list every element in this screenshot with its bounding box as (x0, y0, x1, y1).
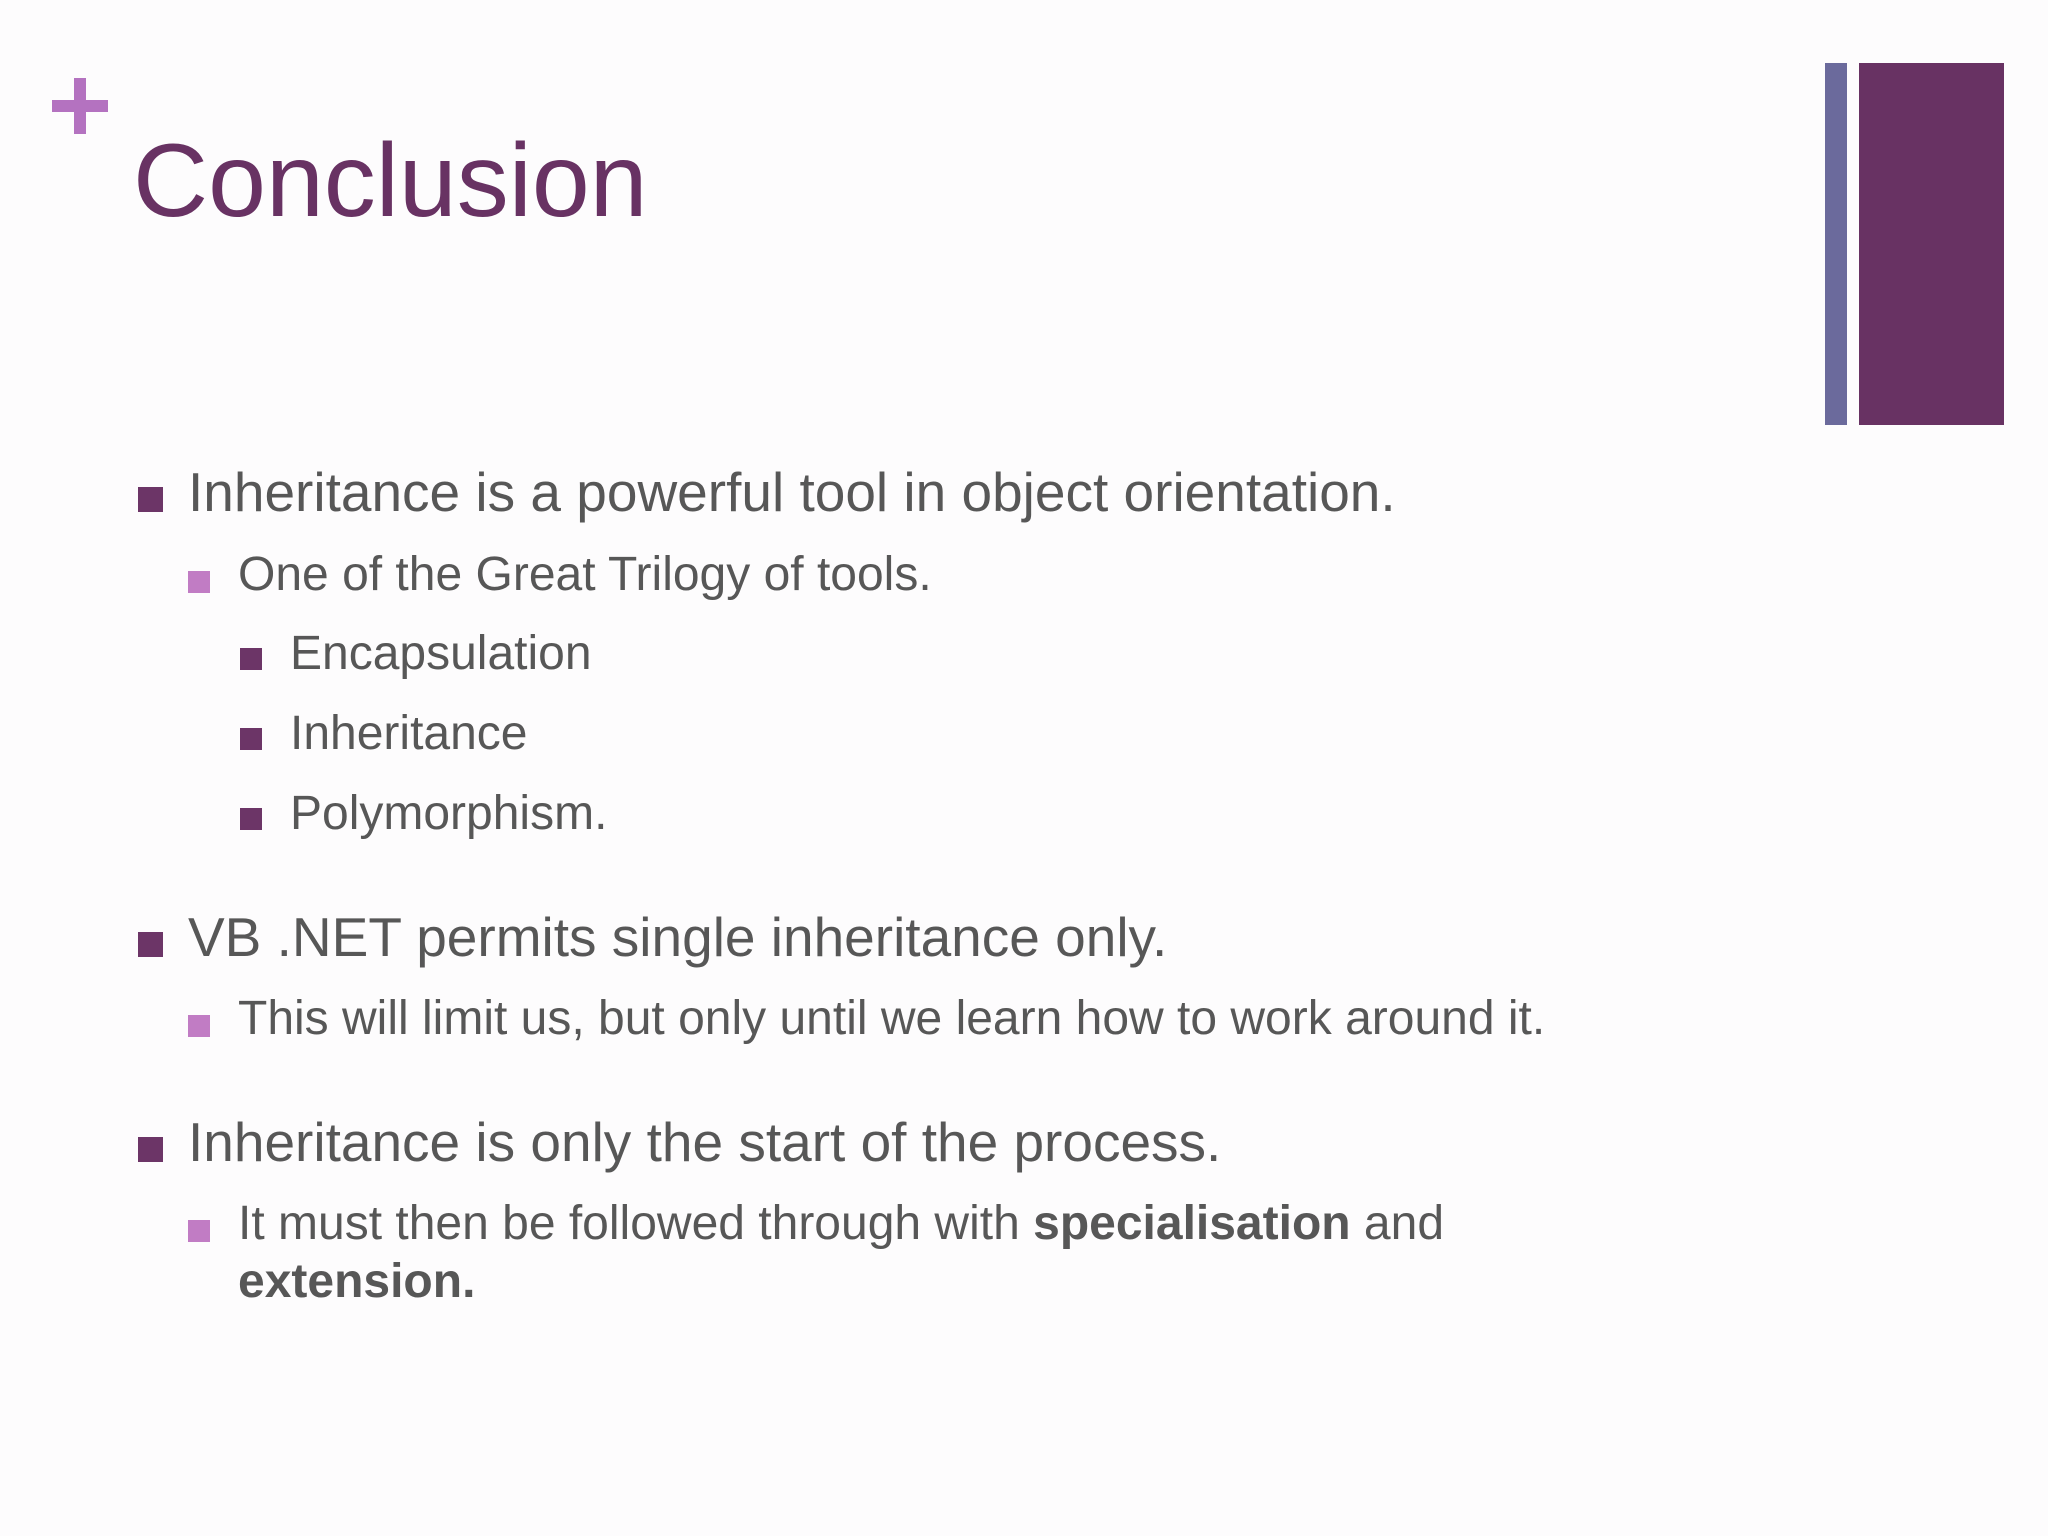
bullet-square-icon (240, 808, 262, 830)
bullet-square-icon (240, 648, 262, 670)
list-item (138, 1111, 1221, 1174)
list-item (240, 706, 528, 761)
text-segment: It must then be followed through with (238, 1197, 1034, 1250)
bullet-text: Inheritance (290, 707, 528, 760)
emphasis-extension: extension. (238, 1255, 476, 1309)
list-item (188, 544, 932, 606)
list-item (188, 1193, 1444, 1314)
list-item (138, 461, 1396, 524)
bullet-square-icon (138, 487, 163, 512)
list-item (240, 786, 607, 841)
bullet-text (238, 1193, 1444, 1314)
bullet-text: VB .NET permits single inheritance only. (188, 906, 1168, 968)
bullet-text: Encapsulation (290, 627, 592, 680)
bullet-text: Polymorphism. (290, 787, 608, 840)
bullet-square-icon (240, 728, 262, 750)
emphasis-specialisation: specialisation (1033, 1197, 1351, 1250)
bullet-text: One of the Great Trilogy of tools. (238, 548, 932, 601)
bullet-text: This will limit us, but only until we learn how to work around it. (238, 992, 1546, 1045)
list-item (138, 906, 1167, 969)
bullet-square-icon (188, 1015, 210, 1037)
list-item (188, 988, 1545, 1050)
bullet-square-icon (138, 1137, 163, 1162)
slide-title: Conclusion (133, 123, 648, 239)
bullet-square-icon (188, 1220, 210, 1242)
bullet-square-icon (138, 932, 163, 957)
list-item (240, 626, 592, 681)
bullet-text: Inheritance is a powerful tool in object orientation. (188, 461, 1396, 523)
text-segment: and (1350, 1197, 1445, 1250)
bullet-square-icon (188, 571, 210, 593)
bullet-text: Inheritance is only the start of the process. (188, 1111, 1222, 1173)
